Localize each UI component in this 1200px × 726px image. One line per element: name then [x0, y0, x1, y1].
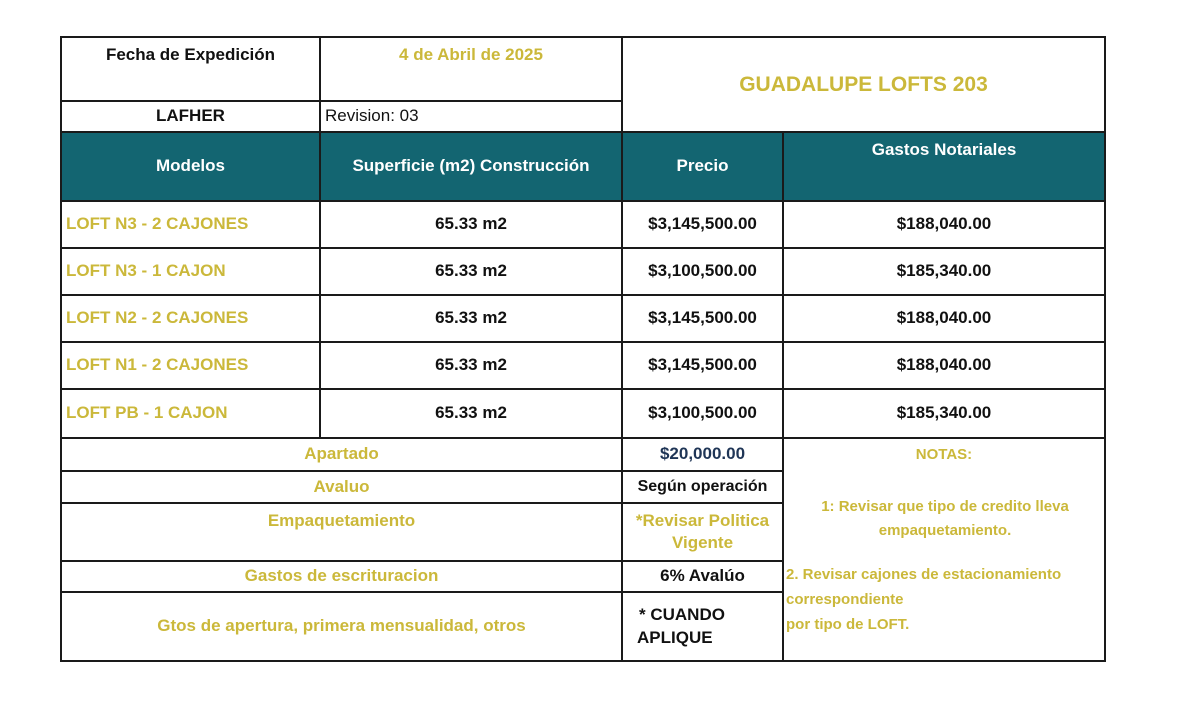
company-name: LAFHER — [156, 106, 225, 126]
table-row-2-gastos: $188,040.00 — [782, 294, 1106, 343]
col-header-gastos: Gastos Notariales — [782, 131, 1106, 202]
fecha-label-cell — [60, 36, 321, 102]
table-row-0-gastos: $188,040.00 — [782, 200, 1106, 249]
empaquetamiento-label-cell — [60, 502, 623, 562]
project-title-cell — [621, 36, 1106, 133]
fecha-value: 4 de Abril de 2025 — [399, 45, 543, 64]
table-row-1-precio: $3,100,500.00 — [621, 247, 784, 296]
table-row-1-gastos: $185,340.00 — [782, 247, 1106, 296]
col-header-modelos: Modelos — [60, 131, 321, 202]
empaquetamiento-value-cell — [621, 502, 784, 562]
table-row-1-modelo: LOFT N3 - 1 CAJON — [60, 247, 321, 296]
table-row-4-precio: $3,100,500.00 — [621, 388, 784, 439]
escrituracion-value-cell — [621, 560, 784, 593]
apertura-value-cell — [621, 591, 784, 662]
escrituracion-label: Gastos de escrituracion — [244, 566, 439, 586]
apertura-label: Gtos de apertura, primera mensualidad, otros — [157, 616, 526, 636]
apartado-value-cell — [621, 437, 784, 472]
apartado-label: Apartado — [304, 444, 379, 464]
table-row-2-superficie: 65.33 m2 — [319, 294, 623, 343]
table-row-3-superficie: 65.33 m2 — [319, 341, 623, 390]
table-row-4-superficie: 65.33 m2 — [319, 388, 623, 439]
table-row-0-superficie: 65.33 m2 — [319, 200, 623, 249]
project-title: GUADALUPE LOFTS 203 — [739, 72, 988, 96]
table-row-4-modelo: LOFT PB - 1 CAJON — [60, 388, 321, 439]
apertura-value-line2: APLIQUE — [637, 627, 713, 647]
table-row-0-modelo: LOFT N3 - 2 CAJONES — [60, 200, 321, 249]
table-row-3-precio: $3,145,500.00 — [621, 341, 784, 390]
company-cell — [60, 100, 321, 133]
note-2-line2: correspondiente — [786, 591, 904, 608]
escrituracion-value: 6% Avalúo — [660, 566, 745, 586]
apertura-label-cell — [60, 591, 623, 662]
table-row-4-gastos: $185,340.00 — [782, 388, 1106, 439]
col-header-precio: Precio — [621, 131, 784, 202]
escrituracion-label-cell — [60, 560, 623, 593]
notes-cell — [782, 437, 1106, 662]
note-2-line1: 2. Revisar cajones de estacionamiento — [786, 566, 1062, 583]
fecha-label: Fecha de Expedición — [105, 45, 276, 64]
fecha-value-cell — [319, 36, 623, 102]
table-row-3-gastos: $188,040.00 — [782, 341, 1106, 390]
avaluo-label: Avaluo — [313, 476, 370, 496]
notes-title: NOTAS: — [915, 446, 973, 463]
col-header-superficie: Superficie (m2) Construcción — [319, 131, 623, 202]
note-1: 1: Revisar que tipo de credito lleva empaquetamiento. — [821, 498, 1069, 539]
apertura-value-line1: * CUANDO — [639, 605, 725, 625]
empaquetamiento-label: Empaquetamiento — [267, 511, 416, 530]
apartado-label-cell — [60, 437, 623, 472]
apartado-value: $20,000.00 — [659, 444, 746, 464]
avaluo-value-cell — [621, 470, 784, 504]
table-row-2-modelo: LOFT N2 - 2 CAJONES — [60, 294, 321, 343]
table-row-1-superficie: 65.33 m2 — [319, 247, 623, 296]
table-row-0-precio: $3,145,500.00 — [621, 200, 784, 249]
table-row-3-modelo: LOFT N1 - 2 CAJONES — [60, 341, 321, 390]
revision-text: Revision: 03 — [325, 106, 419, 126]
avaluo-label-cell — [60, 470, 623, 504]
note-2-line3: por tipo de LOFT. — [786, 616, 910, 633]
table-row-2-precio: $3,145,500.00 — [621, 294, 784, 343]
empaquetamiento-value: *Revisar Politica Vigente — [635, 510, 770, 552]
revision-cell — [319, 100, 623, 133]
avaluo-value: Según operación — [637, 477, 768, 495]
